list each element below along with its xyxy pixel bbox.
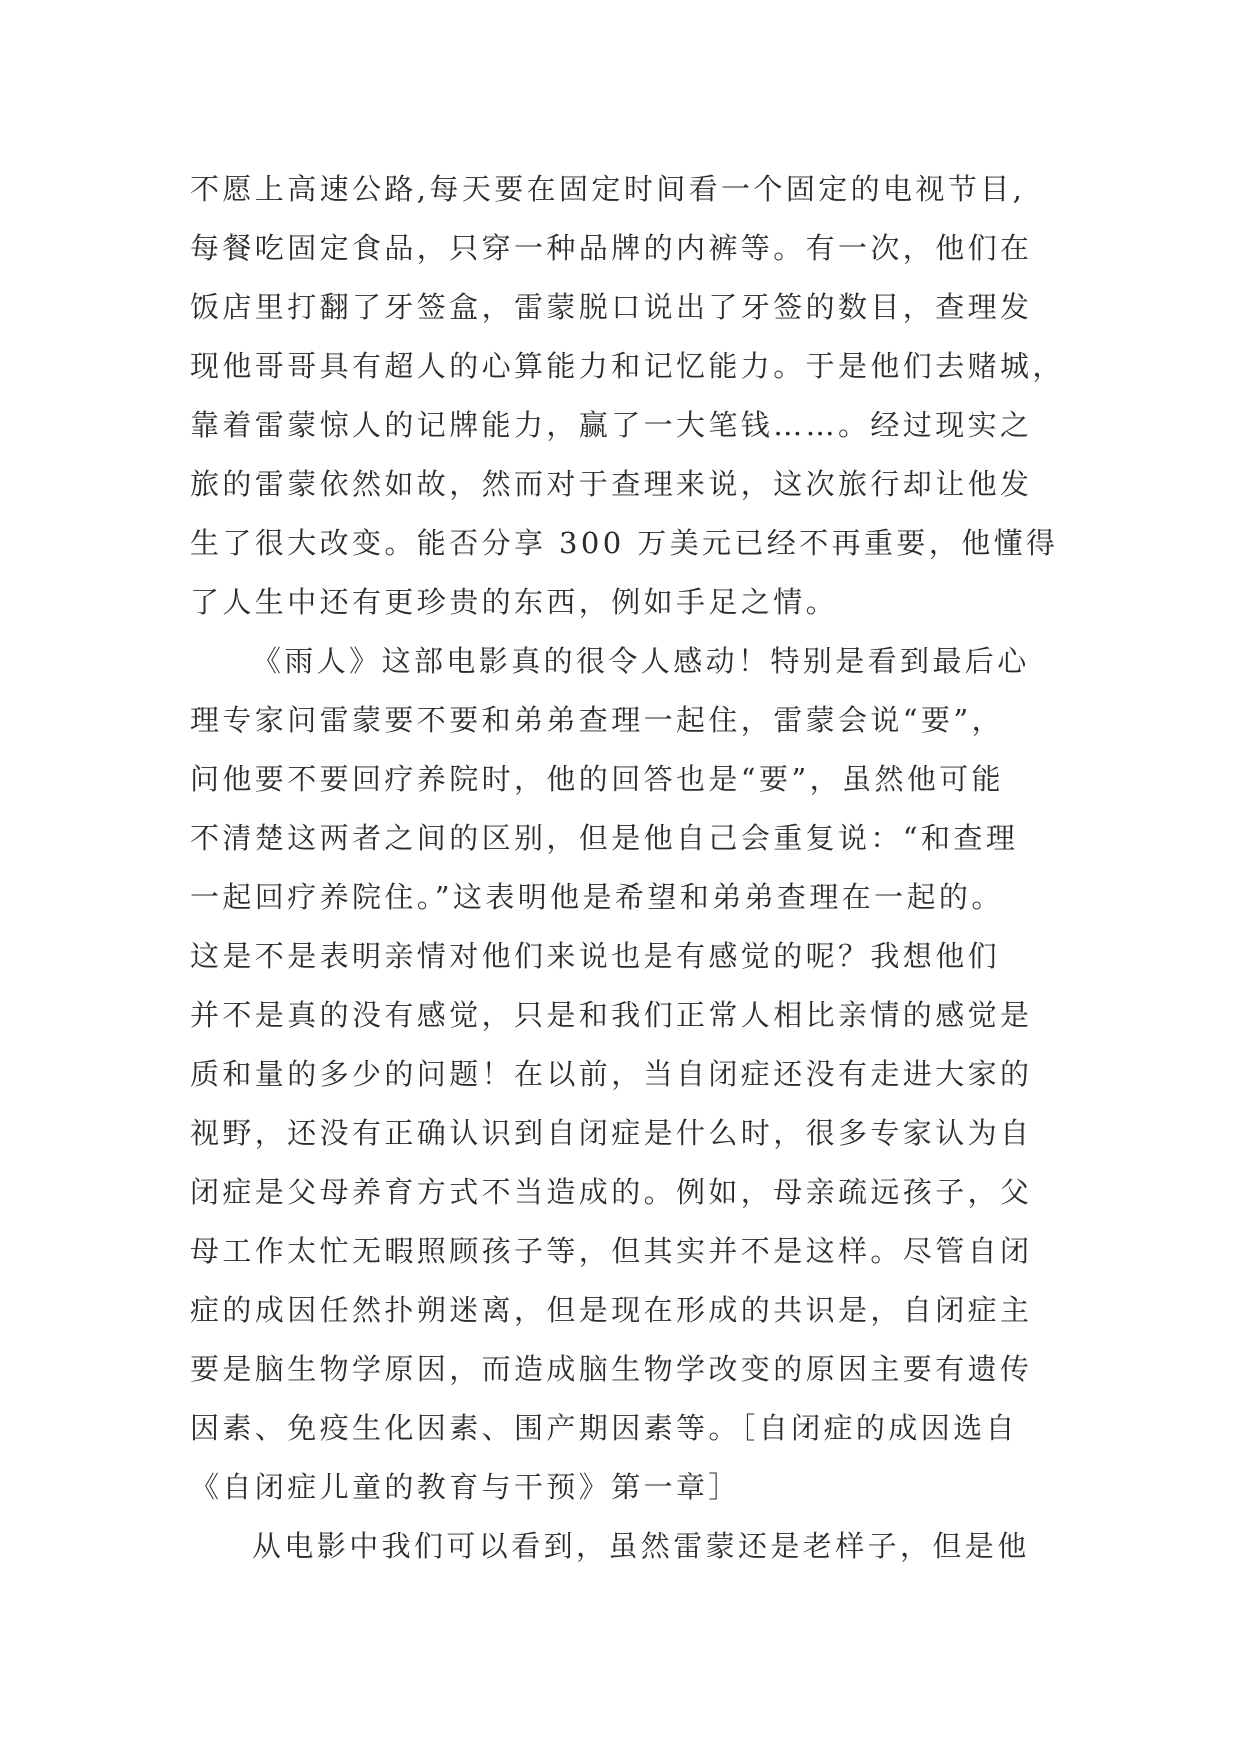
text-line: 症的成因任然扑朔迷离，但是现在形成的共识是，自闭症主 <box>190 1293 1033 1327</box>
paragraph-start-line: 从电影中我们可以看到，虽然雷蒙还是老样子，但是他 <box>252 1529 1030 1563</box>
text-line: 生了很大改变。能否分享 300 万美元已经不再重要，他懂得 <box>190 526 1059 560</box>
text-line: 饭店里打翻了牙签盒，雷蒙脱口说出了牙签的数目，查理发 <box>190 290 1033 324</box>
text-line: 一起回疗养院住。”这表明他是希望和弟弟查理在一起的。 <box>190 880 1004 914</box>
text-line: 母工作太忙无暇照顾孩子等，但其实并不是这样。尽管自闭 <box>190 1234 1033 1268</box>
text-line: 问他要不要回疗养院时，他的回答也是“要”，虽然他可能 <box>190 762 1005 796</box>
text-line: 不清楚这两者之间的区别，但是他自己会重复说：“和查理 <box>190 821 1019 855</box>
text-line: 要是脑生物学原因，而造成脑生物学改变的原因主要有遗传 <box>190 1352 1033 1386</box>
text-line: 理专家问雷蒙要不要和弟弟查理一起住，雷蒙会说“要”， <box>190 703 1005 737</box>
text-line: 《自闭症儿童的教育与干预》第一章］ <box>190 1470 741 1504</box>
text-line: 并不是真的没有感觉，只是和我们正常人相比亲情的感觉是 <box>190 998 1033 1032</box>
text-line: 不愿上高速公路,每天要在固定时间看一个固定的电视节目, <box>190 172 1026 206</box>
text-line: 视野，还没有正确认识到自闭症是什么时，很多专家认为自 <box>190 1116 1033 1150</box>
text-line: 质和量的多少的问题！在以前，当自闭症还没有走进大家的 <box>190 1057 1033 1091</box>
text-line: 每餐吃固定食品，只穿一种品牌的内裤等。有一次，他们在 <box>190 231 1033 265</box>
text-line: 了人生中还有更珍贵的东西，例如手足之情。 <box>190 585 839 619</box>
text-line: 这是不是表明亲情对他们来说也是有感觉的呢？我想他们 <box>190 939 1001 973</box>
text-line: 旅的雷蒙依然如故，然而对于查理来说，这次旅行却让他发 <box>190 467 1033 501</box>
paragraph-start-line: 《雨人》这部电影真的很令人感动！特别是看到最后心 <box>252 644 1030 678</box>
text-line: 现他哥哥具有超人的心算能力和记忆能力。于是他们去赌城， <box>190 349 1065 383</box>
text-line: 靠着雷蒙惊人的记牌能力，赢了一大笔钱……。经过现实之 <box>190 408 1033 442</box>
body-text <box>190 160 1065 1576</box>
text-line: 闭症是父母养育方式不当造成的。例如，母亲疏远孩子，父 <box>190 1175 1033 1209</box>
text-line: 因素、免疫生化因素、围产期因素等。［自闭症的成因选自 <box>190 1411 1018 1445</box>
